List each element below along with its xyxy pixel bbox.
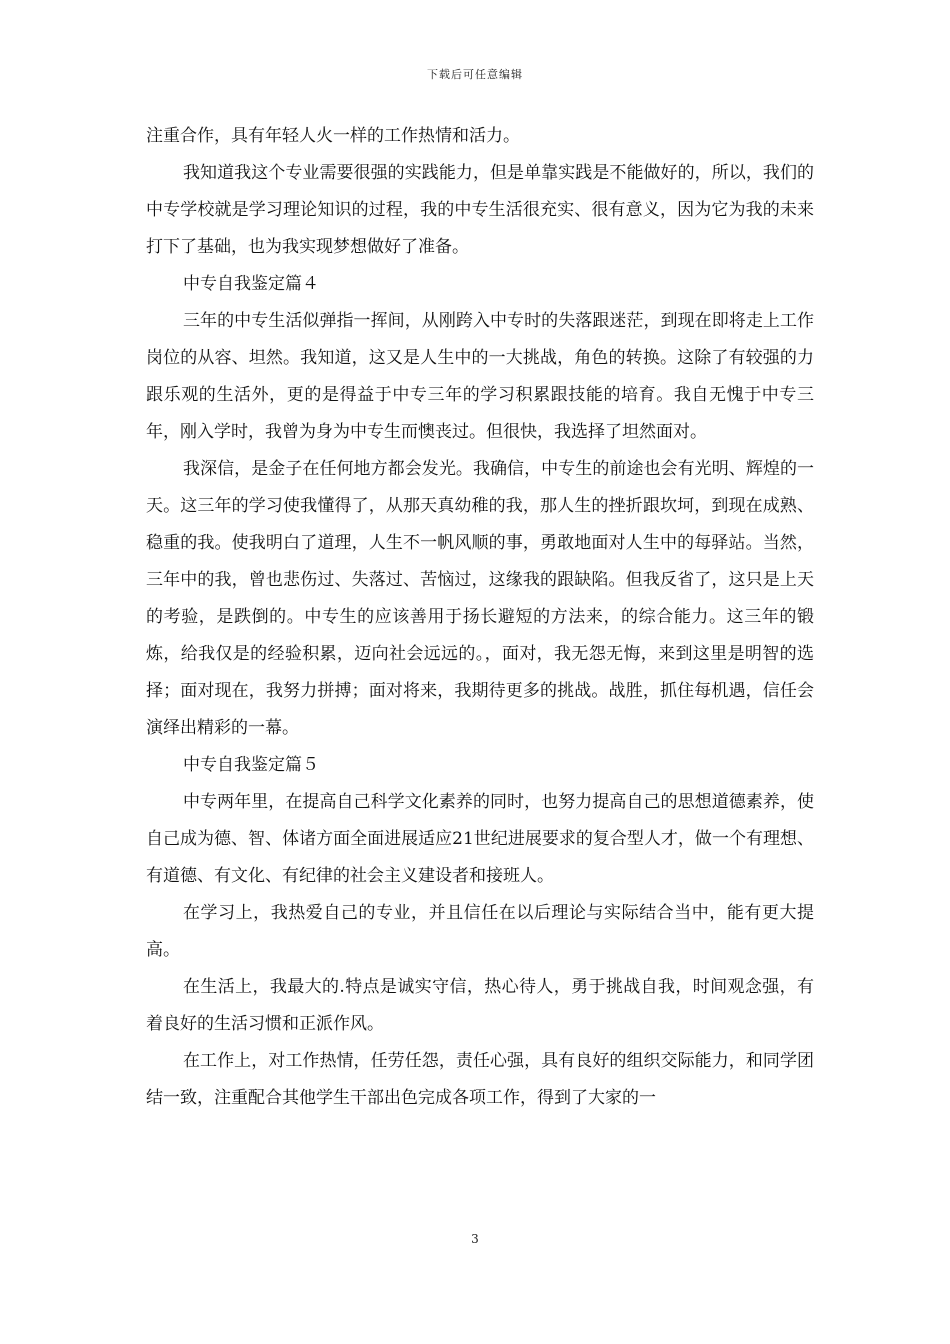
paragraph: 我深信，是金子在任何地方都会发光。我确信，中专生的前途也会有光明、辉煌的一天。这三年的学习使我懂得了，从那天真幼稚的我，那人生的挫折跟坎坷，到现在成熟、稳重的我。使我明白了道理，人生不一帆风顺的事，勇敢地面对人生中的每驿站。当然，三年中的我，曾也悲伤过、失落过、苦恼过，这缘我的跟缺陷。但我反省了，这只是上天的考验，是跌倒的。中专生的应该善用于扬长避短的方法来，的综合能力。这三年的锻炼，给我仅是的经验积累，迈向社会远远的。，面对，我无怨无悔，来到这里是明智的选择；面对现在，我努力拼搏；面对将来，我期待更多的挑战。战胜，抓住每机遇，信任会演绎出精彩的一幕。 [146, 459, 814, 738]
paragraph: 在工作上，对工作热情，任劳任怨，责任心强，具有良好的组织交际能力，和同学团结一致，注重配合其他学生干部出色完成各项工作，得到了大家的一 [146, 1051, 814, 1108]
paragraph: 在学习上，我热爱自己的专业，并且信任在以后理论与实际结合当中，能有更大提高。 [146, 903, 814, 960]
paragraph: 三年的中专生活似弹指一挥间，从刚跨入中专时的失落跟迷茫，到现在即将走上工作岗位的从容、坦然。我知道，这又是人生中的一大挑战，角色的转换。这除了有较强的力跟乐观的生活外，更的是得益于中专三年的学习积累跟技能的培育。我自无愧于中专三年，刚入学时，我曾为身为中专生而懊丧过。但很快，我选择了坦然面对。 [146, 311, 814, 442]
page-header: 下载后可任意编辑 [427, 68, 523, 81]
paragraph: 注重合作，具有年轻人火一样的工作热情和活力。 [146, 126, 520, 146]
section-heading: 中专自我鉴定篇５ [183, 755, 319, 775]
paragraph: 中专两年里，在提高自己科学文化素养的同时，也努力提高自己的思想道德素养，使自己成为德、智、体诸方面全面进展适应21世纪进展要求的复合型人才，做一个有理想、有道德、有文化、有纪律的社会主义建设者和接班人。 [146, 792, 814, 886]
section-heading: 中专自我鉴定篇４ [183, 274, 319, 294]
page-number: 3 [471, 1232, 479, 1246]
paragraph: 我知道我这个专业需要很强的实践能力，但是单靠实践是不能做好的，所以，我们的中专学校就是学习理论知识的过程，我的中专生活很充实、很有意义，因为它为我的未来打下了基础，也为我实现梦想做好了准备。 [146, 163, 814, 257]
paragraph: 在生活上，我最大的.特点是诚实守信，热心待人，勇于挑战自我，时间观念强，有着良好的生活习惯和正派作风。 [146, 977, 814, 1034]
document-body [146, 118, 814, 1117]
